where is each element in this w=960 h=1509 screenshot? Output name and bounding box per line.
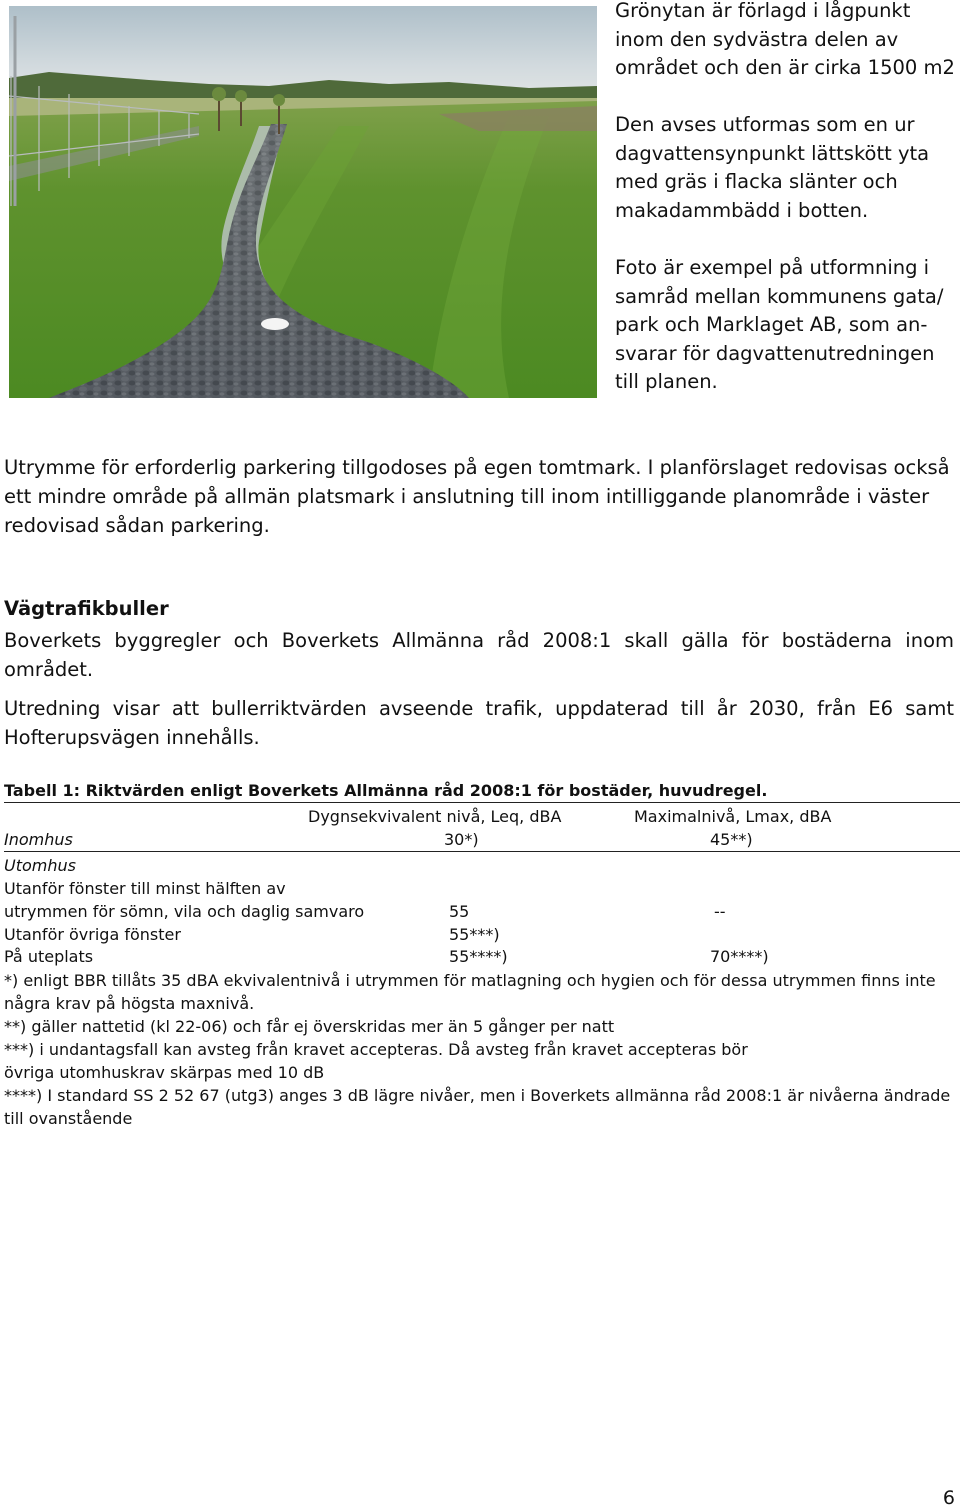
traffic-paragraph-2: Utredning visar att bullerriktvärden avseende trafik, uppdaterad till år 2030, från E6 samt Hofterupsvägen innehålls. bbox=[4, 697, 954, 749]
row-label-utomhus: Utomhus bbox=[4, 856, 76, 875]
page-number: 6 bbox=[942, 1487, 955, 1509]
traffic-paragraph-1: Boverkets byggregler och Boverkets Allmänna råd 2008:1 skall gälla för bostäderna inom området. bbox=[4, 629, 954, 681]
row-label-inomhus: Inomhus bbox=[4, 830, 73, 849]
table-footnotes bbox=[4, 969, 956, 1130]
cell-inomhus-leq: 30*) bbox=[444, 830, 479, 849]
table-cell-lmax: -- bbox=[714, 902, 726, 921]
column-header-lmax: Maximalnivå, Lmax, dBA bbox=[634, 807, 832, 826]
table-cell-leq: 55***) bbox=[449, 925, 500, 944]
table-row-label: utrymmen för sömn, vila och daglig samvaro bbox=[4, 902, 365, 921]
section-heading: Vägtrafikbuller bbox=[4, 597, 169, 620]
table-row-label: På uteplats bbox=[4, 947, 94, 966]
table-row-label: Utanför fönster till minst hälften av bbox=[4, 879, 286, 898]
footnote: *) enligt BBR tillåts 35 dBA ekvivalentnivå i utrymmen för matlagning och hygien och för dessa utrymmen finns inte några krav på högsta maxnivå. bbox=[4, 971, 936, 1013]
table-cell-lmax: 70****) bbox=[710, 947, 769, 966]
footnote: övriga utomhuskrav skärpas med 10 dB bbox=[4, 1063, 325, 1082]
footnote: ***) i undantagsfall kan avsteg från kravet accepteras. Då avsteg från kravet accepteras bör bbox=[4, 1040, 748, 1059]
table-title: Tabell 1: Riktvärden enligt Boverkets Allmänna råd 2008:1 för bostäder, huvudregel. bbox=[4, 781, 768, 800]
parking-paragraph: Utrymme för erforderlig parkering tillgodoses på egen tomtmark. I planförslaget redovisas också ett mindre område på allmän platsmark i anslutning till inom intilliggande planområde i väster redovisad sådan parkering. bbox=[4, 456, 950, 537]
footnote: ****) I standard SS 2 52 67 (utg3) anges 3 dB lägre nivåer, men i Boverkets allmänna råd 2008:1 är nivåerna ändrade till ovanstående bbox=[4, 1086, 951, 1128]
cell-inomhus-lmax: 45**) bbox=[710, 830, 753, 849]
table-top-rule bbox=[4, 802, 960, 803]
footnote: **) gäller nattetid (kl 22-06) och får ej överskridas mer än 5 gånger per natt bbox=[4, 1017, 615, 1036]
column-header-leq: Dygnsekvivalent nivå, Leq, dBA bbox=[308, 807, 562, 826]
table-mid-rule bbox=[4, 851, 960, 852]
side-paragraph-1: Grönytan är förlagd i lågpunkt inom den sydvästra delen av området och den är cirka 1500 m2 bbox=[615, 0, 955, 80]
table-row-label: Utanför övriga fönster bbox=[4, 925, 181, 944]
side-paragraph-3: Foto är exempel på utformning i samråd mellan kommunens gata/ park och Marklaget AB, som an-svarar för dagvattenutredningen till planen. bbox=[615, 256, 944, 394]
side-paragraph-2: Den avses utformas som en ur dagvattensynpunkt lättskött yta med gräs i flacka slänter och makadammbädd i botten. bbox=[615, 113, 930, 222]
swale-photo bbox=[9, 6, 597, 398]
table-cell-leq: 55****) bbox=[449, 947, 508, 966]
table-cell-leq: 55 bbox=[449, 902, 470, 921]
